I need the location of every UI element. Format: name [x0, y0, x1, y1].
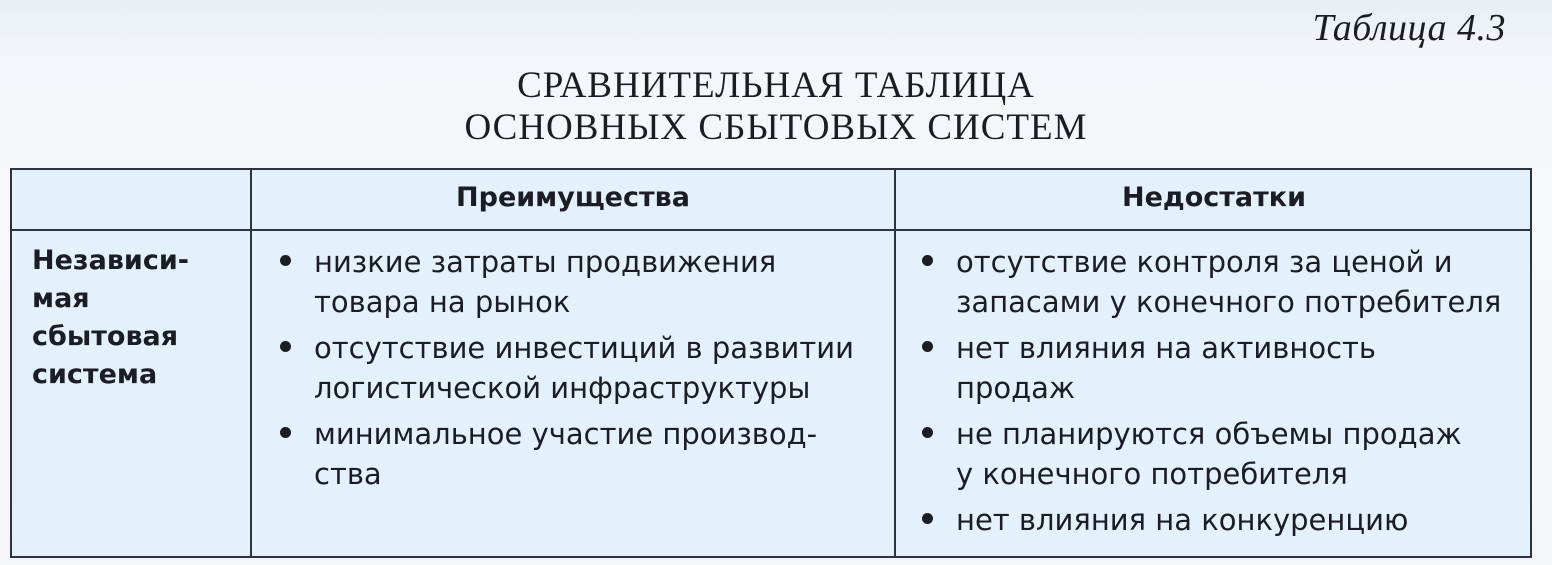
list-item — [918, 242, 1526, 322]
item-text-line: отсутствие контроля за ценой и — [956, 245, 1453, 279]
header-advantages: Преимущества — [456, 182, 690, 213]
row-label — [32, 242, 242, 394]
list-item — [276, 242, 886, 322]
item-text-line: отсутствие инвестиций в развитии — [314, 331, 854, 365]
list-item — [918, 414, 1526, 494]
item-text-line: логистической инфраструктуры — [314, 371, 811, 405]
bullet-icon — [922, 255, 933, 266]
table-title-line-2: ОСНОВНЫХ СБЫТОВЫХ СИСТЕМ — [464, 107, 1088, 148]
item-text-line: минимальное участие производ- — [314, 417, 818, 451]
item-text-line: нет влияния на конкуренцию — [956, 503, 1409, 537]
advantages-list — [276, 242, 886, 500]
bullet-icon — [280, 427, 291, 438]
column-divider — [250, 170, 252, 556]
column-divider — [894, 170, 896, 556]
bullet-icon — [280, 341, 291, 352]
item-text-line: не планируются объемы продаж — [956, 417, 1462, 451]
table-number: Таблица 4.3 — [1312, 7, 1506, 49]
bullet-icon — [280, 255, 291, 266]
table-title-line-1: СРАВНИТЕЛЬНАЯ ТАБЛИЦА — [517, 65, 1035, 106]
bullet-icon — [922, 427, 933, 438]
bullet-icon — [922, 341, 933, 352]
item-text-line: у конечного потребителя — [956, 457, 1348, 491]
item-text-line: ства — [314, 457, 382, 491]
list-item — [276, 328, 886, 408]
header-disadvantages: Недостатки — [1121, 182, 1307, 213]
list-item — [276, 414, 886, 494]
item-text-line: запасами у конечного потребителя — [956, 285, 1502, 319]
row-label-line: система — [32, 359, 158, 390]
item-text-line: товара на рынок — [314, 285, 571, 319]
item-text-line: нет влияния на активность — [956, 331, 1377, 365]
list-item — [918, 328, 1526, 408]
comparison-table — [10, 168, 1532, 558]
list-item — [918, 500, 1526, 540]
bullet-icon — [922, 513, 933, 524]
row-label-line: Независи- — [32, 245, 189, 276]
row-label-line: сбытовая — [32, 321, 179, 352]
disadvantages-list — [918, 242, 1526, 546]
row-label-line: мая — [32, 283, 90, 314]
item-text-line: низкие затраты продвижения — [314, 245, 777, 279]
item-text-line: продаж — [956, 371, 1076, 405]
